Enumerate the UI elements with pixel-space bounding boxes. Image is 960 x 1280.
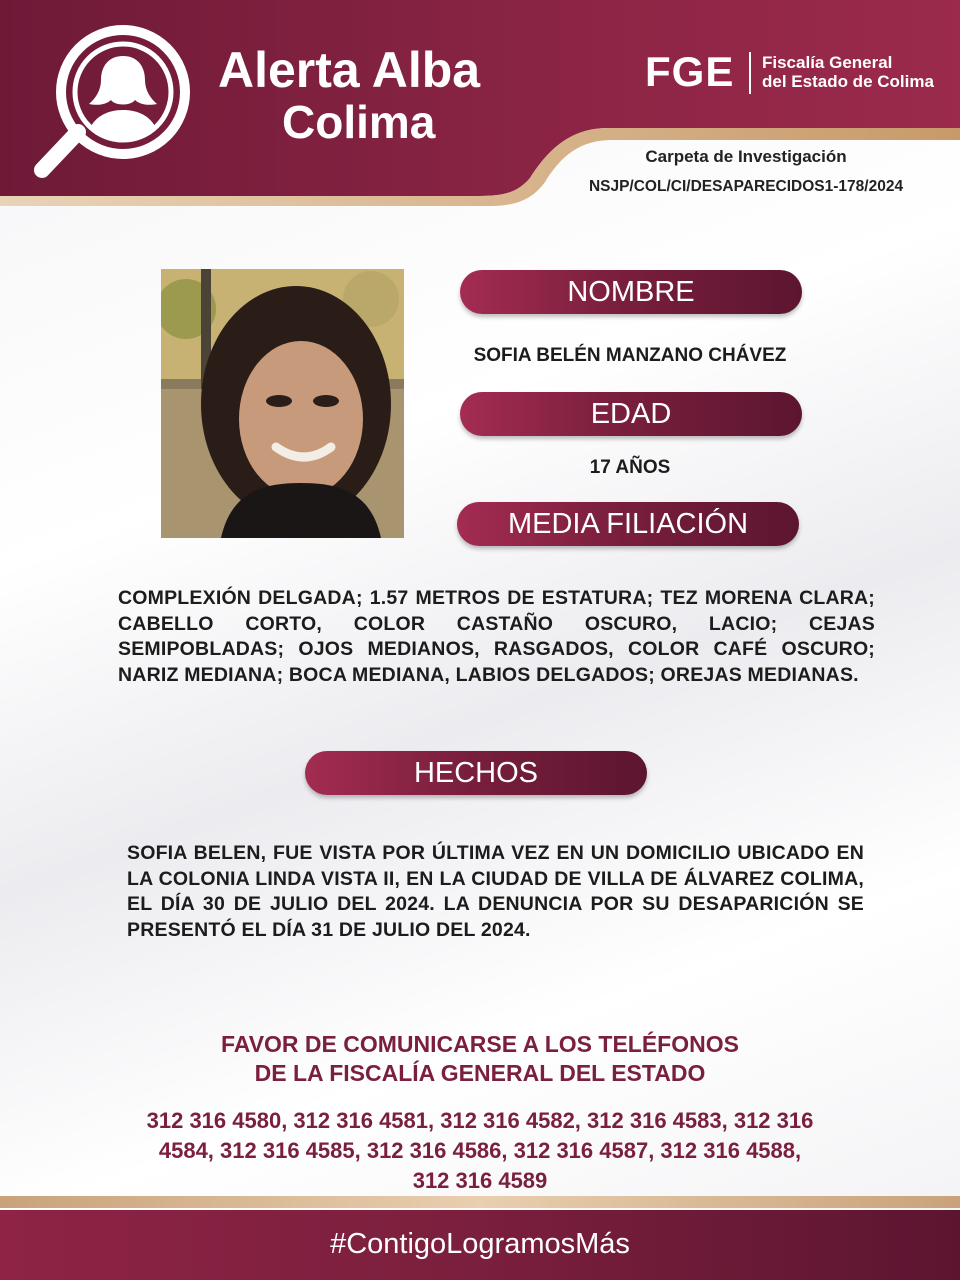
phone-line1: 312 316 4580, 312 316 4581, 312 316 4582, 312 316 4583, 312 316	[146, 1108, 814, 1133]
filiacion-text: COMPLEXIÓN DELGADA; 1.57 METROS DE ESTATURA; TEZ MORENA CLARA; CABELLO CORTO, COLOR CASTAÑO OSCURO, LACIO; CEJAS SEMIPOBLADAS; OJOS MEDIANOS, RASGADOS, COLOR CAFÉ OSCURO; NARIZ MEDIANA; BOCA MEDIANA, LABIOS DELGADOS; OREJAS MEDIANAS.	[118, 587, 875, 686]
agency-name-line2: del Estado de Colima	[762, 72, 934, 91]
filiacion-label: MEDIA FILIACIÓN	[457, 502, 799, 546]
hechos-text: SOFIA BELEN, FUE VISTA POR ÚLTIMA VEZ EN UN DOMICILIO UBICADO EN LA COLONIA LINDA VISTA II, EN LA CIUDAD DE VILLA DE ÁLVAREZ COLIMA, EL DÍA 30 DE JULIO DEL 2024. LA DENUNCIA POR SU DESAPARICIÓN SE PRESENTÓ EL DÍA 31 DE JULIO DEL 2024.	[127, 842, 864, 941]
carpeta-code: NSJP/COL/CI/DESAPARECIDOS1-178/2024	[588, 178, 904, 195]
person-age: 17 AÑOS	[589, 457, 671, 478]
alert-title: Alerta Alba	[218, 42, 481, 98]
alert-subtitle: Colima	[282, 96, 436, 148]
contact-line1: FAVOR DE COMUNICARSE A LOS TELÉFONOS	[221, 1031, 739, 1057]
agency-acronym: FGE	[645, 48, 735, 95]
footer-hashtag: #ContigoLogramosMás	[330, 1228, 630, 1260]
hechos-label: HECHOS	[305, 751, 647, 795]
footer-accent-line	[0, 1196, 960, 1208]
person-name: SOFIA BELÉN MANZANO CHÁVEZ	[473, 345, 787, 366]
phone-line2: 4584, 312 316 4585, 312 316 4586, 312 316 4587, 312 316 4588,	[158, 1138, 802, 1163]
agency-name	[762, 53, 934, 91]
phone-line3: 312 316 4589	[412, 1168, 548, 1193]
agency-name-line1: Fiscalía General	[762, 53, 893, 72]
carpeta-label: Carpeta de Investigación	[645, 147, 847, 166]
contact-heading	[120, 1030, 840, 1088]
magnifier-woman-icon	[28, 20, 198, 185]
person-photo	[161, 269, 404, 538]
agency-divider	[749, 52, 751, 94]
nombre-label: NOMBRE	[460, 270, 802, 314]
edad-label: EDAD	[460, 392, 802, 436]
contact-line2: DE LA FISCALÍA GENERAL DEL ESTADO	[254, 1060, 706, 1086]
phone-list	[80, 1106, 880, 1196]
